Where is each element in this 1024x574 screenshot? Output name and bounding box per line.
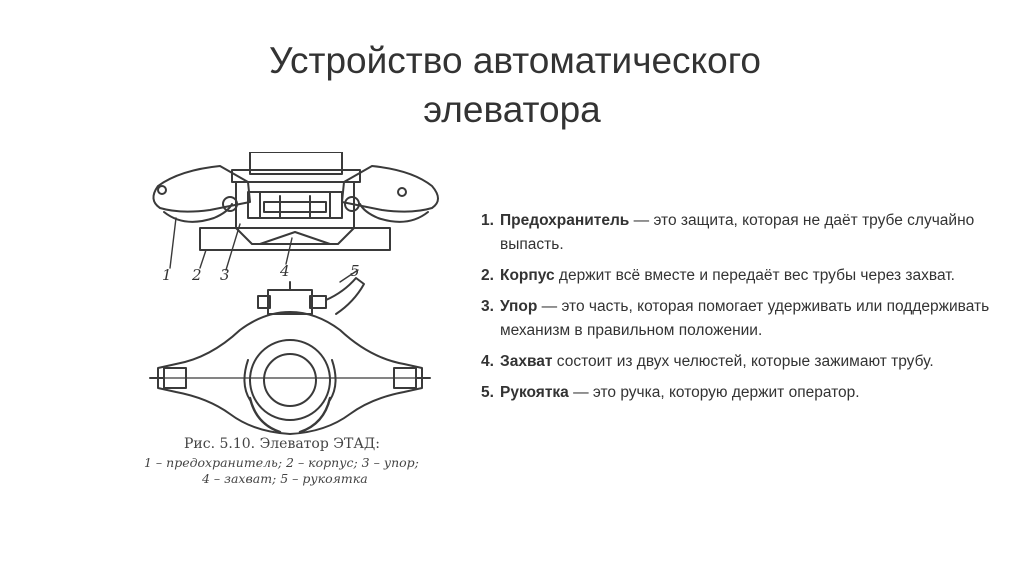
elevator-drawing-svg bbox=[140, 152, 450, 442]
list-item bbox=[481, 209, 1001, 257]
item-number: 5. bbox=[481, 384, 494, 401]
item-description: держит всё вместе и передаёт вес трубы через захват. bbox=[554, 267, 955, 284]
latch-cap bbox=[268, 290, 312, 314]
jaw-pin bbox=[264, 202, 326, 212]
left-pin bbox=[158, 186, 166, 194]
callout-4: 4 bbox=[280, 262, 290, 280]
handle-grip bbox=[326, 278, 364, 314]
list-item bbox=[481, 264, 1001, 288]
item-description: — это защита, которая не даёт трубе случайно выпасть. bbox=[500, 212, 975, 253]
components-list bbox=[481, 209, 1001, 412]
item-term: Захват bbox=[500, 353, 553, 370]
callout-1: 1 bbox=[162, 266, 172, 284]
right-pin bbox=[398, 188, 406, 196]
item-term: Предохранитель bbox=[500, 212, 630, 229]
caption-line-1: 1 – предохранитель; 2 – корпус; 3 – упор; bbox=[144, 455, 419, 470]
caption-line-2: 4 – захват; 5 – рукоятка bbox=[202, 471, 368, 486]
item-number: 2. bbox=[481, 267, 494, 284]
list-item bbox=[481, 381, 1001, 405]
body-top-plate bbox=[232, 170, 360, 182]
top-view bbox=[150, 270, 430, 434]
callout-5: 5 bbox=[350, 262, 360, 280]
front-view bbox=[153, 152, 438, 270]
list-item bbox=[481, 295, 1001, 343]
item-description: — это часть, которая помогает удерживать или поддерживать механизм в правильном положении. bbox=[500, 298, 990, 339]
item-description: состоит из двух челюстей, которые зажимают трубу. bbox=[552, 353, 934, 370]
pipe-bore-inner bbox=[264, 354, 316, 406]
list-item bbox=[481, 350, 1001, 374]
item-term: Корпус bbox=[500, 267, 555, 284]
body-top-view bbox=[158, 312, 422, 434]
item-term: Рукоятка bbox=[500, 384, 569, 401]
caption-title: Рис. 5.10. Элеватор ЭТАД: bbox=[184, 436, 381, 452]
callout-labels bbox=[162, 262, 360, 284]
title-line-2: элеватора bbox=[423, 89, 601, 130]
jaw-profile bbox=[260, 232, 330, 244]
pipe-bore-outer bbox=[250, 340, 330, 420]
item-number: 1. bbox=[481, 212, 494, 229]
jaw-block bbox=[248, 192, 342, 218]
item-number: 3. bbox=[481, 298, 494, 315]
item-description: — это ручка, которую держит оператор. bbox=[568, 384, 860, 401]
body-wedge bbox=[236, 228, 354, 244]
body-center bbox=[236, 182, 354, 228]
callout-3: 3 bbox=[220, 266, 230, 284]
item-number: 4. bbox=[481, 353, 494, 370]
title-line-1: Устройство автоматического bbox=[269, 40, 761, 81]
callout-2: 2 bbox=[192, 266, 202, 284]
left-hinge bbox=[223, 197, 237, 211]
right-arm bbox=[342, 166, 438, 212]
item-term: Упор bbox=[500, 298, 538, 315]
